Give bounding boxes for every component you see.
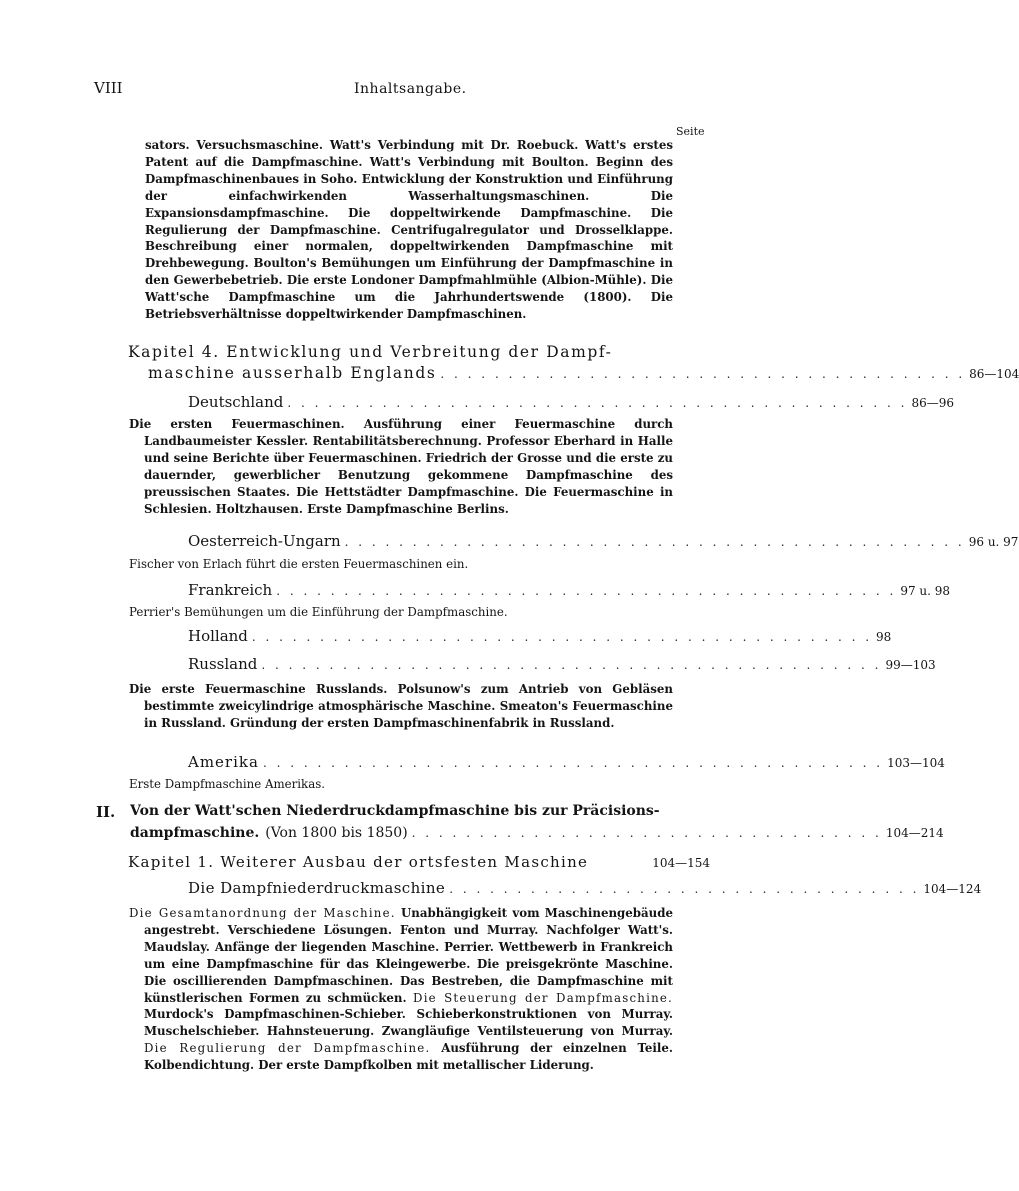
deutschland-description: Die ersten Feuermaschinen. Ausführung einer Feuermaschine durch Landbaumeister Kessler. Rentabilitätsberechnung. Professor Eberhard in Halle und seine Berichte über Feuermaschinen. Friedrich der Grosse und die erste zu dauernder, gewerblicher Benutzung gekommene Dampfmaschine des preussischen Staates. Die Hettstädter Dampfmaschine. Die Feuermaschine in Schlesien. Holtzhausen. Erste Dampfmaschine Berlins. bbox=[129, 417, 673, 516]
section-deutschland: Deutschland . . . . . . . . . . . . . . . . . . . . . . . . . . . . . . . . . . . . . . . . . . . . . . 86—96 bbox=[188, 393, 955, 411]
part2-heading: Von der Watt'schen Niederdruckdampfmaschine bis zur Präcisions- bbox=[130, 803, 660, 819]
desc-lead-steuerung: Die Steuerung der Dampfmaschine. bbox=[413, 990, 674, 1005]
niederdruck-description bbox=[129, 905, 673, 1074]
seite-label: Seite bbox=[676, 125, 705, 138]
kapitel1-entry: Kapitel 1. Weiterer Ausbau der ortsfesten Maschine 104—154 bbox=[128, 853, 710, 871]
section-russland: Russland . . . . . . . . . . . . . . . . . . . . . . . . . . . . . . . . . . . . . . . . . . . . . . 99—103 bbox=[188, 655, 936, 673]
part-number: II. bbox=[96, 803, 116, 821]
kapitel4-heading: Kapitel 4. Entwicklung und Verbreitung der Dampf- bbox=[128, 343, 613, 361]
part2-entry: dampfmaschine. (Von 1800 bis 1850) . . . . . . . . . . . . . . . . . . . . . . . . . . . . . . . . . . . 104—214 bbox=[130, 825, 944, 841]
niederdruck-entry: Die Dampfniederdruckmaschine . . . . . . . . . . . . . . . . . . . . . . . . . . . . . . . . . . . 104—124 bbox=[188, 879, 982, 897]
russland-description: Die erste Feuermaschine Russlands. Polsunow's zum Antrieb von Gebläsen bestimmte zweicylindrige atmosphärische Maschine. Smeaton's Feuermaschine in Russland. Gründung der ersten Dampfmaschinenfabrik in Russland. bbox=[129, 682, 673, 730]
desc-text-1: Unabhängigkeit vom Maschinengebäude angestrebt. Verschiedene Lösungen. Fenton und Murray. Nachfolger Watt's. Maudslay. Anfänge der liegenden Maschine. Perrier. Wettbewerb in Frankreich um eine Dampfmaschine für das Kleingewerbe. Die preisgekrönte Maschine. Die oscillierenden Dampfmaschinen. Das Bestreben, die Dampfmaschine mit künstlerischen Formen zu schmücken. bbox=[144, 906, 673, 1005]
intro-description: sators. Versuchsmaschine. Watt's Verbindung mit Dr. Roebuck. Watt's erstes Patent auf die Dampfmaschine. Watt's Verbindung mit Boulton. Beginn des Dampfmaschinenbaues in Soho. Entwicklung der Konstruktion und Einführung der einfachwirkenden Wasserhaltungsmaschinen. Die Expansionsdampfmaschine. Die doppeltwirkende Dampfmaschine. Die Regulierung der Dampfmaschine. Centrifugalregulator und Drosselklappe. Beschreibung einer normalen, doppeltwirkenden Dampfmaschine mit Drehbewegung. Boulton's Bemühungen um Einführung der Dampfmaschine in den Gewerbebetrieb. Die erste Londoner Dampfmahlmühle (Albion-Mühle). Die Watt'sche Dampfmaschine um die Jahrhundertswende (1800). Die Betriebsverhältnisse doppeltwirkender Dampfmaschinen. bbox=[145, 138, 673, 322]
kapitel4-entry: maschine ausserhalb Englands . . . . . . . . . . . . . . . . . . . . . . . . . . . . . . . . . . . . . . . 86—104 bbox=[148, 364, 1019, 382]
desc-lead-gesamtanordnung: Die Gesamtanordnung der Maschine. bbox=[129, 906, 396, 920]
desc-text-2: Murdock's Dampfmaschinen-Schieber. Schieberkonstruktionen von Murray. Muschelschieber. Hahnsteuerung. Zwangläufige Ventilsteuerung von Murray. bbox=[144, 1007, 673, 1039]
section-frankreich: Frankreich . . . . . . . . . . . . . . . . . . . . . . . . . . . . . . . . . . . . . . . . . . . . . . 97 u. 98 bbox=[188, 581, 951, 599]
desc-lead-regulierung: Die Regulierung der Dampfmaschine. bbox=[144, 1041, 431, 1056]
section-holland: Holland . . . . . . . . . . . . . . . . . . . . . . . . . . . . . . . . . . . . . . . . . . . . . . 98 bbox=[188, 627, 892, 645]
desc-text-3: Ausführung der einzelnen Teile. Kolbendichtung. Der erste Dampfkolben mit metallischer Liderung. bbox=[144, 1041, 673, 1073]
section-oesterreich: Oesterreich-Ungarn . . . . . . . . . . . . . . . . . . . . . . . . . . . . . . . . . . . . . . . . . . . . . . 96 u. 97 bbox=[188, 532, 1019, 550]
page-number: VIII bbox=[94, 79, 123, 97]
section-amerika: Amerika . . . . . . . . . . . . . . . . . . . . . . . . . . . . . . . . . . . . . . . . . . . . . . 103—104 bbox=[188, 753, 945, 771]
amerika-description: Erste Dampfmaschine Amerikas. bbox=[129, 777, 326, 791]
oesterreich-description: Fischer von Erlach führt die ersten Feuermaschinen ein. bbox=[129, 557, 469, 571]
frankreich-description: Perrier's Bemühungen um die Einführung der Dampfmaschine. bbox=[129, 605, 508, 619]
running-title: Inhaltsangabe. bbox=[354, 81, 467, 97]
